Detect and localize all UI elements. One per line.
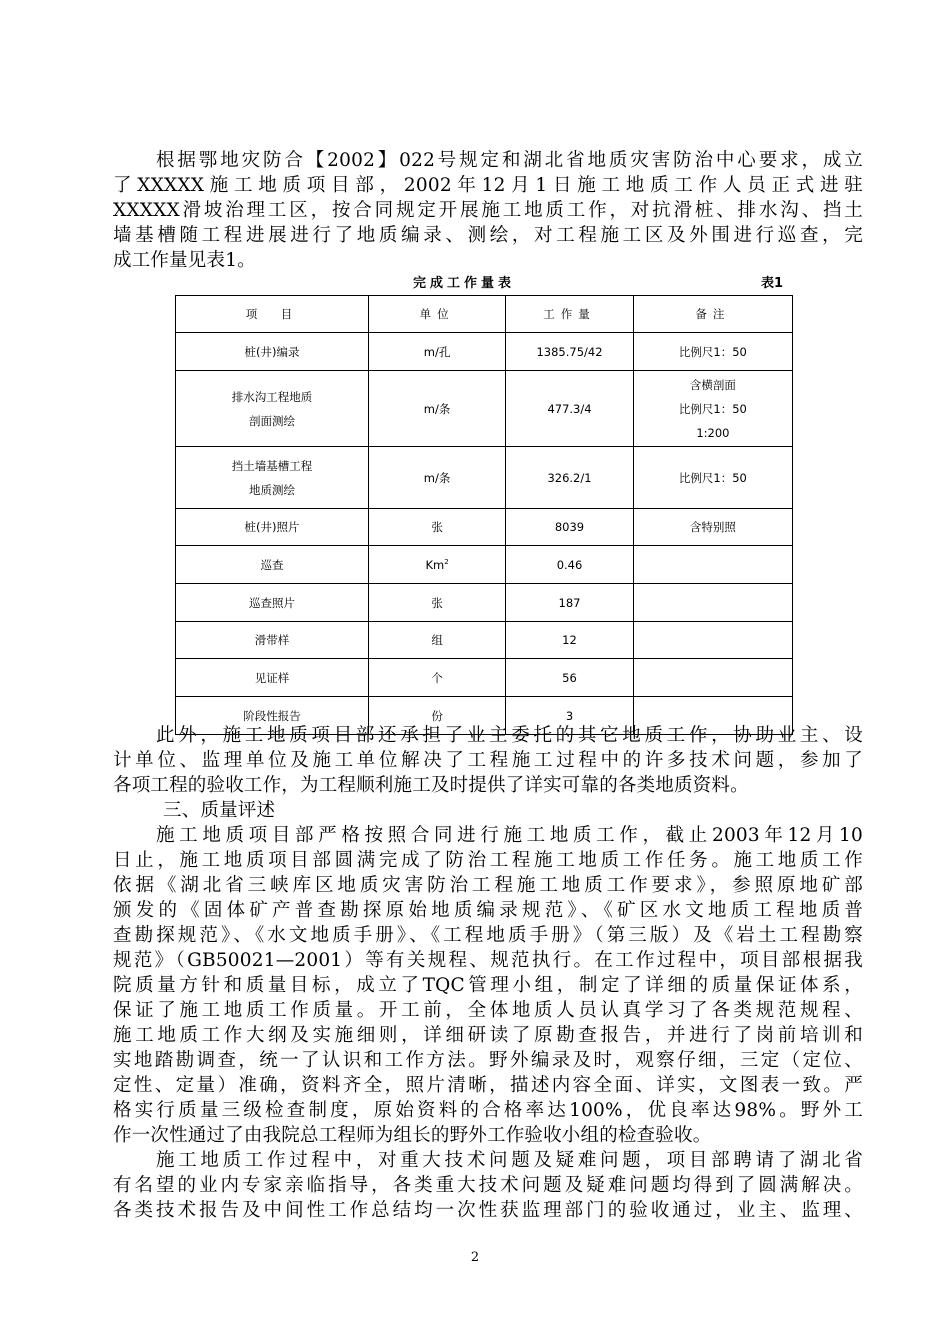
workload-table <box>175 295 793 735</box>
text-line: 成工作量见表1。 <box>113 250 256 271</box>
expert-paragraph <box>113 1148 863 1223</box>
text-line: 日止，施工地质项目部圆满完成了防治工程施工地质工作任务。施工地质工作 <box>113 850 863 871</box>
text-line: 计单位、监理单位及施工单位解决了工程施工过程中的许多技术问题，参加了 <box>113 750 863 771</box>
cell-unit: 张 <box>368 584 505 622</box>
text-line: XXXXX滑坡治理工区，按合同规定开展施工地质工作，对抗滑桩、排水沟、挡土 <box>113 200 863 221</box>
text-line: 颁发的《固体矿产普查勘探原始地质编录规范》、《矿区水文地质工程地质普 <box>113 900 863 921</box>
cell-amount: 326.2/1 <box>506 447 634 509</box>
cell-item: 巡查照片 <box>176 584 369 622</box>
section-heading: 三、质量评述 <box>163 800 276 821</box>
cell-item <box>176 371 369 447</box>
text-line: 此外，施工地质项目部还承担了业主委托的其它地质工作，协助业主、设 <box>156 725 863 746</box>
cell-amount: 3 <box>506 697 634 735</box>
cell-item <box>176 447 369 509</box>
cell-amount: 1385.75/42 <box>506 333 634 371</box>
cell-text: 比例尺1：50 <box>678 401 747 416</box>
cell-item: 桩(井)照片 <box>176 509 369 546</box>
cell-unit: m/孔 <box>368 333 505 371</box>
table-row <box>176 546 793 584</box>
quality-paragraph <box>113 823 863 1148</box>
cell-note <box>633 622 792 659</box>
cell-unit <box>368 546 505 584</box>
section-heading-block <box>113 798 863 823</box>
cell-item: 滑带样 <box>176 622 369 659</box>
header-note: 备注 <box>633 296 792 333</box>
page-number: 2 <box>470 1250 480 1265</box>
text-line: 根据鄂地灾防合【2002】022号规定和湖北省地质灾害防治中心要求，成立 <box>156 150 863 171</box>
header-unit: 单位 <box>368 296 505 333</box>
text-line: 施工地质工作过程中，对重大技术问题及疑难问题，项目部聘请了湖北省 <box>156 1150 863 1171</box>
table-row <box>176 371 793 447</box>
cell-amount: 8039 <box>506 509 634 546</box>
cell-item <box>176 333 369 371</box>
cell-amount: 187 <box>506 584 634 622</box>
cell-unit: 张 <box>368 509 505 546</box>
cell-text: 含横剖面 <box>689 377 736 392</box>
cell-note <box>633 371 792 447</box>
cell-note <box>633 546 792 584</box>
cell-text: 排水沟工程地质 <box>231 389 313 404</box>
cell-unit: 个 <box>368 659 505 697</box>
cell-note <box>633 584 792 622</box>
text-line: 规范》（GB50021—2001）等有关规程、规范执行。在工作过程中，项目部根据我 <box>113 950 863 971</box>
cell-amount: 56 <box>506 659 634 697</box>
cell-note: 比例尺1：50 <box>633 447 792 509</box>
cell-text: 剖面测绘 <box>248 413 295 428</box>
cell-item: 阶段性报告 <box>176 697 369 735</box>
text-line: 各类技术报告及中间性工作总结均一次性获监理部门的验收通过，业主、监理、 <box>113 1200 863 1221</box>
header-item: 项 目 <box>176 296 369 333</box>
cell-text: 桩(井)编录 <box>244 344 300 359</box>
cell-unit: m/条 <box>368 371 505 447</box>
text-line: 墙基槽随工程进展进行了地质编录、测绘，对工程施工区及外围进行巡查，完 <box>113 225 863 246</box>
text-line: 施工地质工作大纲及实施细则，详细研读了原勘查报告，并进行了岗前培训和 <box>113 1025 863 1046</box>
table-title: 完成工作量表 <box>413 276 516 291</box>
cell-amount: 0.46 <box>506 546 634 584</box>
table-row <box>176 509 793 546</box>
cell-text: Km <box>425 557 445 572</box>
cell-item: 巡查 <box>176 546 369 584</box>
superscript: 2 <box>444 557 449 566</box>
header-amount: 工作量 <box>506 296 634 333</box>
text-line: 了XXXXX施工地质项目部，2002年12月1日施工地质工作人员正式进驻 <box>113 175 863 196</box>
text-line: 定性、定量）准确，资料齐全，照片清晰，描述内容全面、详实，文图表一致。严 <box>113 1075 863 1096</box>
cell-item: 见证样 <box>176 659 369 697</box>
cell-unit: m/条 <box>368 447 505 509</box>
text-line: 依据《湖北省三峡库区地质灾害防治工程施工地质工作要求》，参照原地矿部 <box>113 875 863 896</box>
table-row <box>176 622 793 659</box>
cell-note: 含特别照 <box>633 509 792 546</box>
cell-note: 比例尺1：50 <box>633 333 792 371</box>
cell-text: 1:200 <box>696 425 730 440</box>
text-line: 作一次性通过了由我院总工程师为组长的野外工作验收小组的检查验收。 <box>113 1125 712 1146</box>
table-caption <box>113 272 783 292</box>
table-number: 表1 <box>760 276 783 291</box>
text-line: 各项工程的验收工作，为工程顺利施工及时提供了详实可靠的各类地质资料。 <box>113 775 749 796</box>
text-line: 查勘探规范》、《水文地质手册》、《工程地质手册》（第三版）及《岩土工程勘察 <box>113 925 863 946</box>
cell-amount: 477.3/4 <box>506 371 634 447</box>
cell-text: 挡土墙基槽工程 <box>231 458 313 473</box>
cell-note <box>633 659 792 697</box>
table-header-row <box>176 296 793 333</box>
table-row <box>176 447 793 509</box>
text-line: 实地踏勘调查，统一了认识和工作方法。野外编录及时，观察仔细，三定（定位、 <box>113 1050 863 1071</box>
table-row <box>176 659 793 697</box>
cell-amount: 12 <box>506 622 634 659</box>
text-line: 格实行质量三级检查制度，原始资料的合格率达100%，优良率达98%。野外工 <box>113 1100 863 1121</box>
text-line: 院质量方针和质量目标，成立了TQC管理小组，制定了详细的质量保证体系， <box>113 975 863 996</box>
additional-work-paragraph <box>113 723 863 798</box>
cell-unit: 份 <box>368 697 505 735</box>
cell-text: 地质测绘 <box>248 482 295 497</box>
table-row <box>176 584 793 622</box>
table-row <box>176 333 793 371</box>
intro-paragraph <box>113 148 863 273</box>
text-line: 施工地质项目部严格按照合同进行施工地质工作，截止2003年12月10 <box>156 825 863 846</box>
cell-unit: 组 <box>368 622 505 659</box>
text-line: 保证了施工地质工作质量。开工前，全体地质人员认真学习了各类规范规程、 <box>113 1000 863 1021</box>
text-line: 有名望的业内专家亲临指导，各类重大技术问题及疑难问题均得到了圆满解决。 <box>113 1175 863 1196</box>
